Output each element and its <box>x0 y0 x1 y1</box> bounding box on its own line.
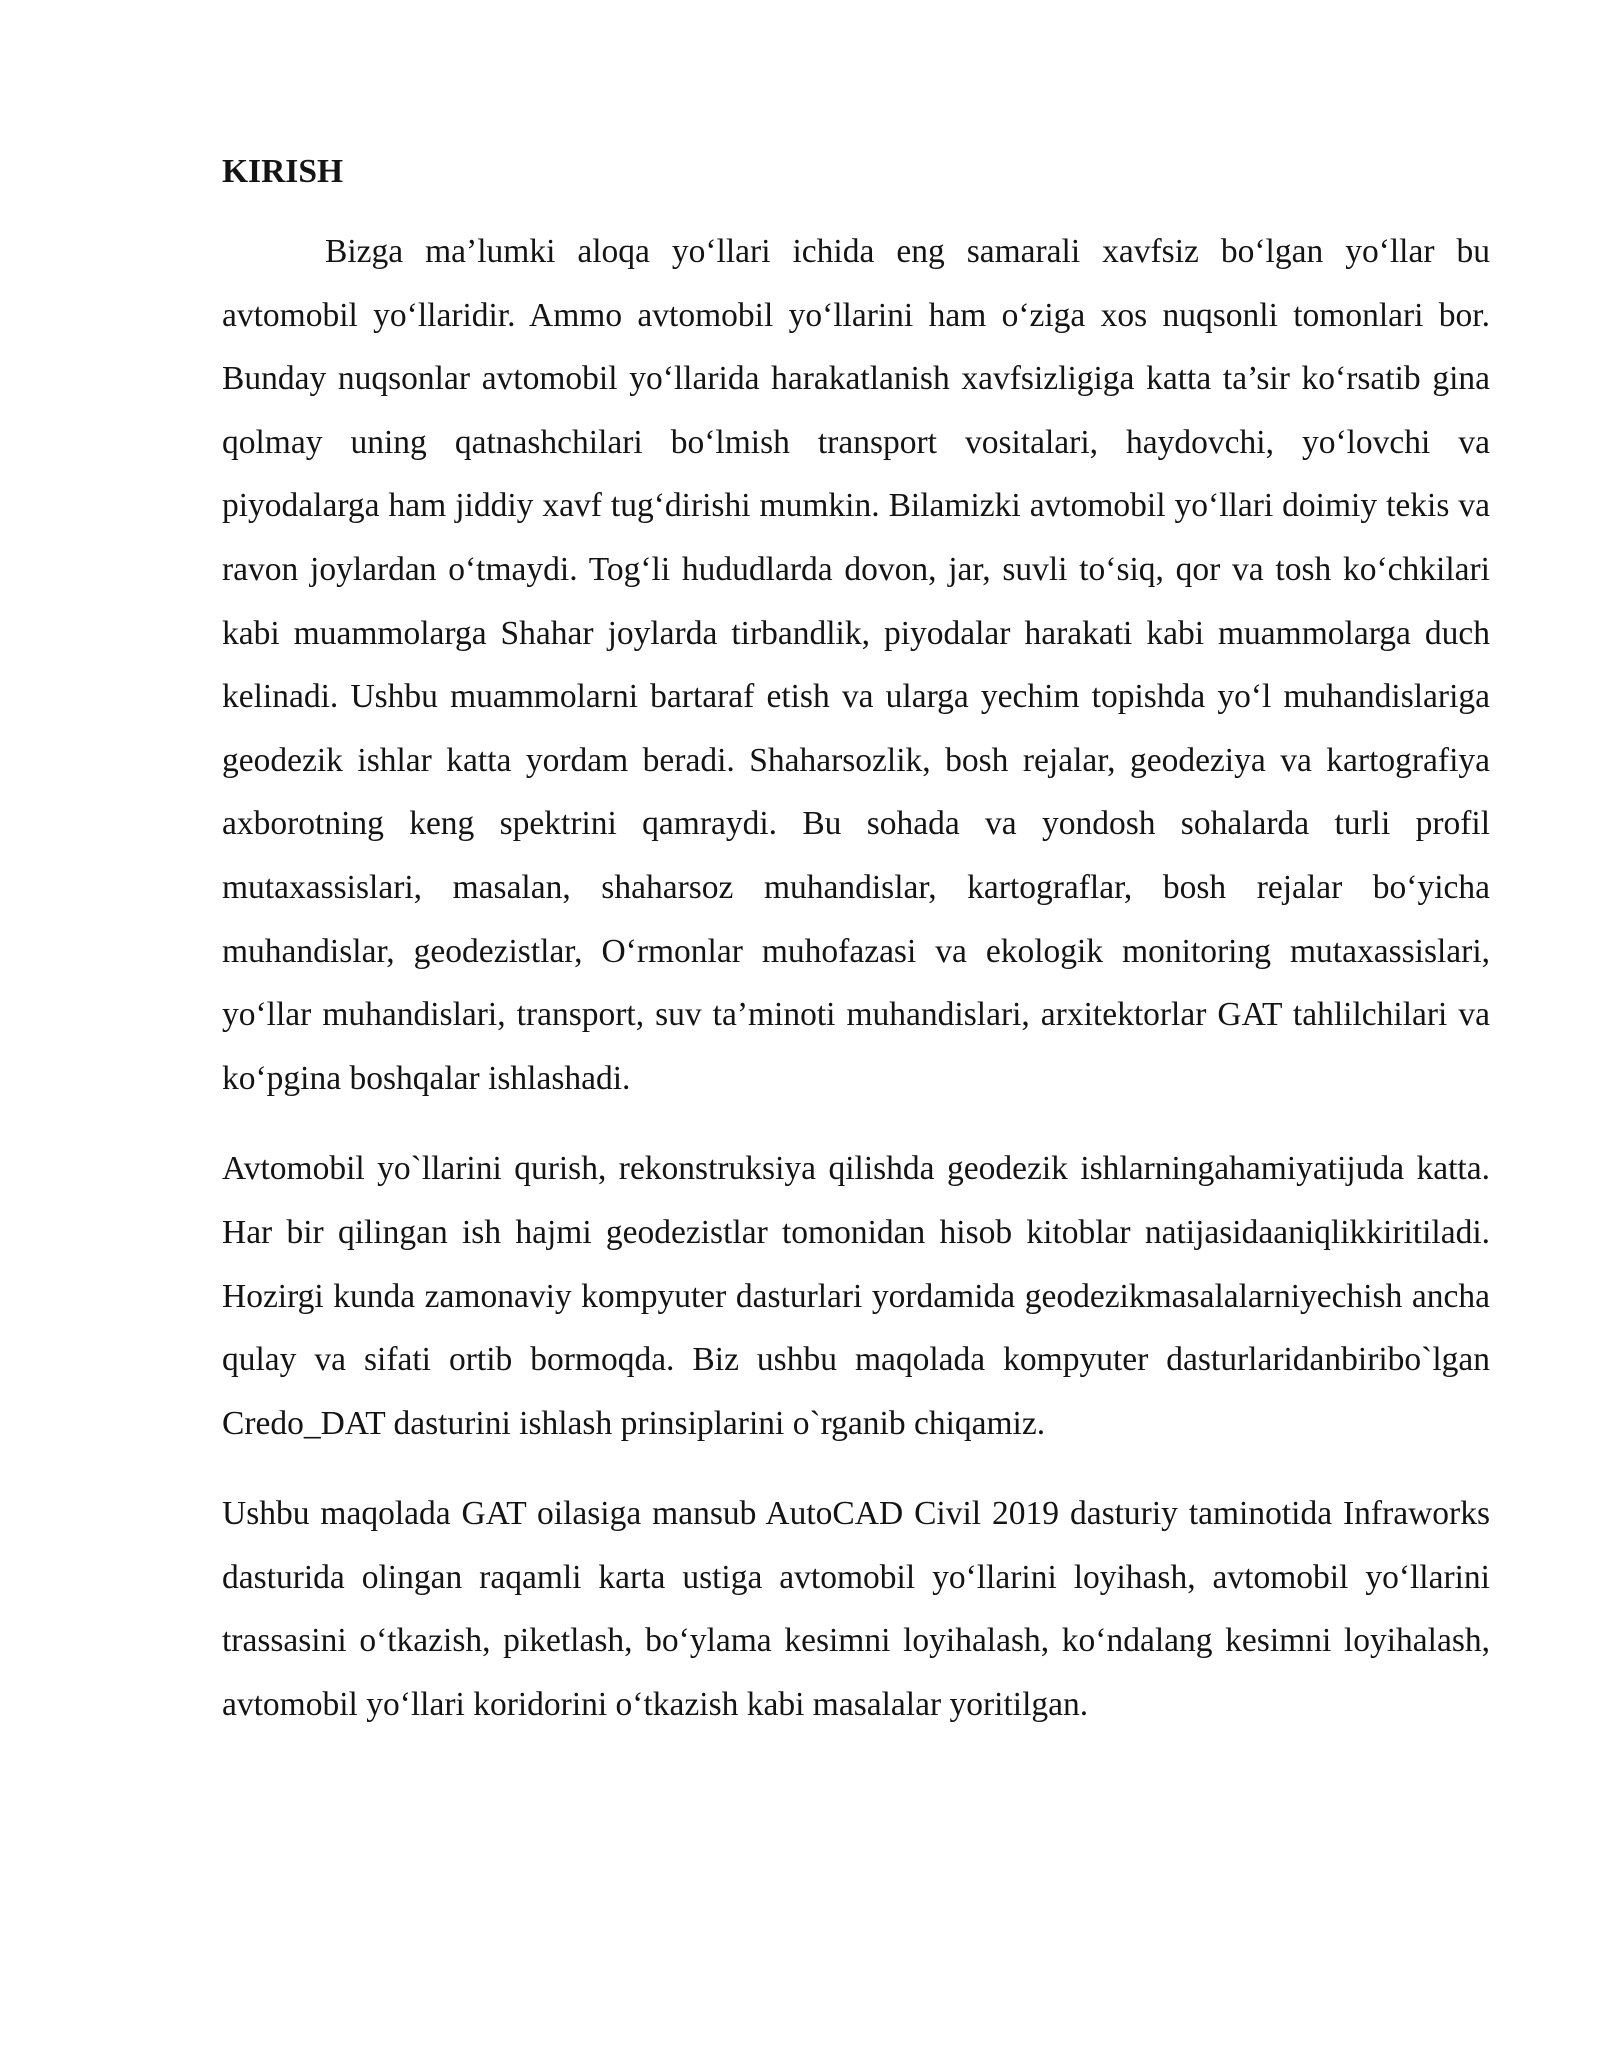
section-heading: KIRISH <box>222 153 344 190</box>
paragraph-article-scope: Ushbu maqolada GAT oilasiga mansub AutoCAD Civil 2019 dasturiy taminotida Infraworks dasturida olingan raqamli karta ustiga avtomobil yo‘llarini loyihash, avtomobil yo‘llarini trassasini o‘tkazish, piketlash, bo‘ylama kesimni loyihalash, ko‘ndalang kesimni loyihalash, avtomobil yo‘llari koridorini o‘tkazish kabi masalalar yoritilgan. <box>222 1495 1490 1724</box>
paragraph-intro: Bizga ma’lumki aloqa yo‘llari ichida eng samarali xavfsiz bo‘lgan yo‘llar bu avtomobil yo‘llaridir. Ammo avtomobil yo‘llarini ham o‘ziga xos nuqsonli tomonlari bor. Bunday nuqsonlar avtomobil yo‘llarida harakatlanish xavfsizligiga katta ta’sir ko‘rsatib gina qolmay uning qatnashchilari bo‘lmish transport vositalari, haydovchi, yo‘lovchi va piyodalarga ham jiddiy xavf tug‘dirishi mumkin. Bilamizki avtomobil yo‘llari doimiy tekis va ravon joylardan o‘tmaydi. Tog‘li hududlarda dovon, jar, suvli to‘siq, qor va tosh ko‘chkilari kabi muammolarga Shahar joylarda tirbandlik, piyodalar harakati kabi muammolarga duch kelinadi. Ushbu muammolarni bartaraf etish va ularga yechim topishda yo‘l muhandislariga geodezik ishlar katta yordam beradi. Shaharsozlik, bosh rejalar, geodeziya va kartografiya axborotning keng spektrini qamraydi. Bu sohada va yondosh sohalarda turli profil mutaxassislari, masalan, shaharsoz muhandislar, kartograflar, bosh rejalar bo‘yicha muhandislar, geodezistlar, O‘rmonlar muhofazasi va ekologik monitoring mutaxassislari, yo‘llar muhandislari, transport, suv ta’minoti muhandislari, arxitektorlar GAT tahlilchilari va ko‘pgina boshqalar ishlashadi. <box>222 233 1490 1097</box>
paragraph-road-construction: Avtomobil yo`llarini qurish, rekonstruksiya qilishda geodezik ishlarningahamiyatijuda katta. Har bir qilingan ish hajmi geodezistlar tomonidan hisob kitoblar natijasidaaniqlikkiritiladi. Hozirgi kunda zamonaviy kompyuter dasturlari yordamida geodezikmasalalarniyechish ancha qulay va sifati ortib bormoqda. Biz ushbu maqolada kompyuter dasturlaridanbiribo`lgan Credo_DAT dasturini ishlash prinsiplarini o`rganib chiqamiz. <box>222 1150 1490 1442</box>
document-body <box>222 148 1490 1737</box>
